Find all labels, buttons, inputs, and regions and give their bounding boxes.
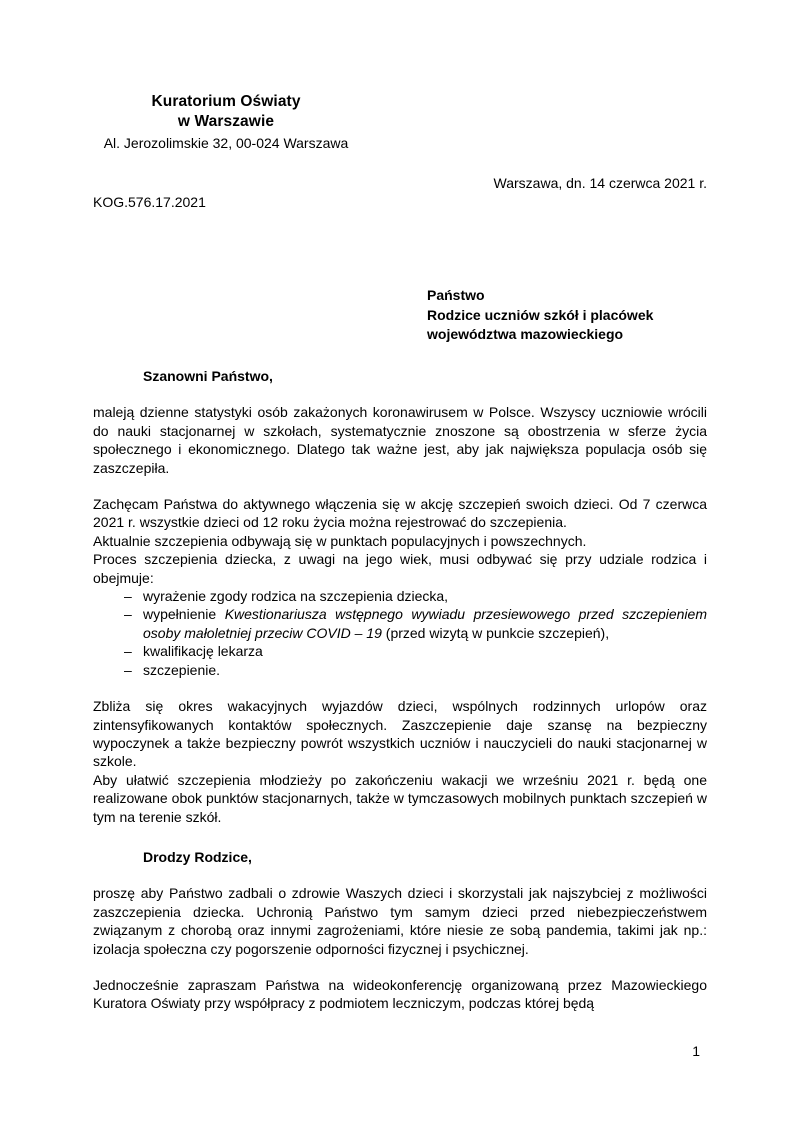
organization-name-line2: w Warszawie — [177, 113, 275, 130]
dash-bullet-icon: – — [124, 606, 132, 623]
list-item-text-italic: Kwestionariusza wstępnego wywiadu przesiewowego przed szczepieniem osoby małoletniej przeciw COVID – 19 — [143, 606, 707, 641]
salutation-primary: Szanowni Państwo, — [143, 368, 273, 384]
addressee-line-2: Rodzice uczniów szkół i placówek — [427, 306, 654, 323]
list-item — [93, 661, 707, 679]
list-item-text-plain-after: (przed wizytą w punkcie szczepień), — [381, 624, 610, 641]
page-number: 1 — [692, 1043, 700, 1059]
list-item — [93, 587, 707, 605]
salutation-secondary: Drodzy Rodzice, — [143, 848, 252, 865]
reference-number: KOG.576.17.2021 — [93, 194, 206, 210]
list-item-text-plain-before: szczepienie. — [143, 661, 221, 678]
date-line: Warszawa, dn. 14 czerwca 2021 r. — [493, 175, 707, 191]
dash-bullet-icon: – — [124, 661, 132, 678]
requirements-list — [93, 587, 707, 679]
paragraph-appeal-to-parents: proszę aby Państwo zadbali o zdrowie Waszych dzieci i skorzystali jak najszybciej z możliwości zaszczepienia dziecka. Uchronią Państwo tym samym dzieci przed niebezpieczeństwem związanym z chorobą oraz innymi zagrożeniami, które niesie ze sobą pandemia, takimi jak np.: izolacja społeczna czy pogorszenie odporności fizycznej i psychicznej. — [93, 885, 707, 957]
list-item — [93, 605, 707, 642]
addressee-line-3: województwa mazowieckiego — [427, 326, 624, 342]
organization-address: Al. Jerozolimskie 32, 00-024 Warszawa — [103, 135, 349, 151]
letter-body — [93, 367, 707, 1013]
organization-name-line1: Kuratorium Oświaty — [151, 93, 301, 110]
paragraph-vaccination-points: Aktualnie szczepienia odbywają się w punktach populacyjnych i powszechnych. — [93, 532, 587, 549]
paragraph-mobile-points: Aby ułatwić szczepienia młodzieży po zakończeniu wakacji we wrześniu 2021 r. będą one realizowane obok punktów stacjonarnych, także w tymczasowych mobilnych punktach szczepień w tym na terenie szkół. — [93, 771, 707, 825]
paragraph-vaccination-encouragement: Zachęcam Państwa do aktywnego włączenia się w akcję szczepień swoich dzieci. Od 7 czerwca 2021 r. wszystkie dzieci od 12 roku życia można rejestrować do szczepienia. — [93, 496, 707, 531]
list-item-text-plain-before: wyrażenie zgody rodzica na szczepienia dziecka, — [143, 588, 449, 605]
letterhead — [93, 92, 359, 153]
paragraph-process-intro: Proces szczepienia dziecka, z uwagi na jego wiek, musi odbywać się przy udziale rodzica i obejmuje: — [93, 551, 707, 586]
paragraph-videoconference-invitation: Jednocześnie zapraszam Państwa na wideokonferencję organizowaną przez Mazowieckiego Kuratora Oświaty przy współpracy z podmiotem leczniczym, podczas której będą — [93, 976, 707, 1012]
dash-bullet-icon: – — [124, 643, 132, 660]
list-item-text-plain-before: wypełnienie — [143, 606, 225, 623]
paragraph-intro: maleją dzienne statystyki osób zakażonych koronawirusem w Polsce. Wszyscy uczniowie wrócili do nauki stacjonarnej w szkołach, systematycznie znoszone są obostrzenia w sferze życia społecznego i ekonomicznego. Dlatego tak ważne jest, aby jak największa populacja osób się zaszczepiła. — [93, 404, 707, 476]
paragraph-holiday-season: Zbliża się okres wakacyjnych wyjazdów dzieci, wspólnych rodzinnych urlopów oraz zintensyfikowanych kontaktów społecznych. Zaszczepienie daje szansę na bezpieczny wypoczynek a także bezpieczny powrót wszystkich uczniów i nauczycieli do nauki stacjonarnej w szkole. — [93, 698, 707, 770]
list-item — [93, 642, 707, 660]
addressee-block — [427, 286, 653, 345]
list-item-text-plain-before: kwalifikację lekarza — [143, 643, 263, 660]
addressee-line-1: Państwo — [427, 287, 485, 303]
dash-bullet-icon: – — [124, 588, 132, 605]
